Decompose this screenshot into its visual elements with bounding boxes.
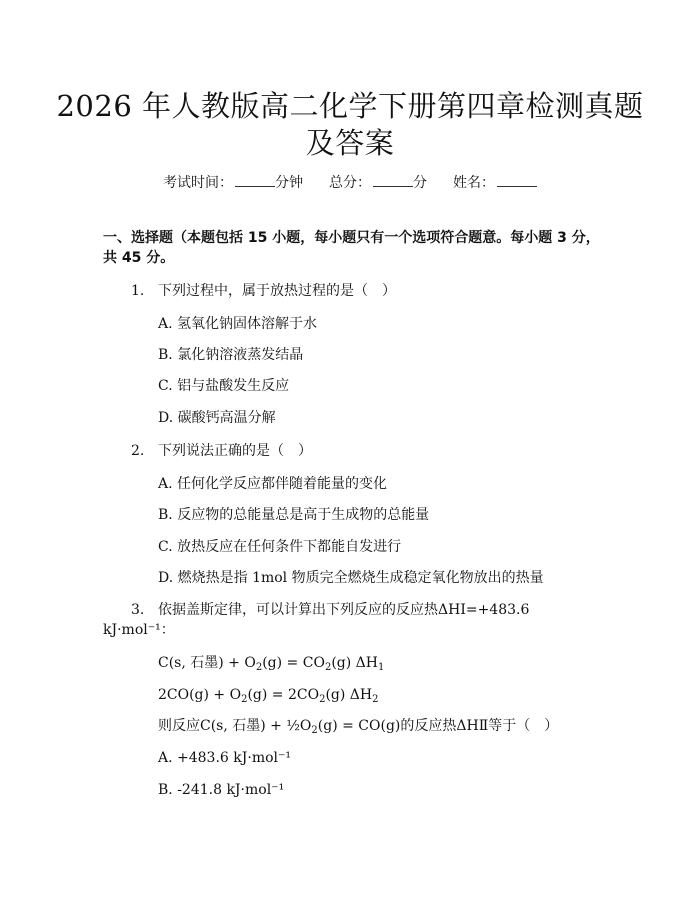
time-blank[interactable] bbox=[235, 174, 275, 187]
question-number: 3. bbox=[131, 602, 145, 618]
name-label: 姓名： bbox=[453, 175, 495, 191]
option-a: A. +483.6 kJ·mol⁻¹ bbox=[158, 750, 291, 766]
page-title-line2: 及答案 bbox=[305, 126, 395, 160]
score-label: 总分： bbox=[329, 175, 371, 191]
option-b: B. -241.8 kJ·mol⁻¹ bbox=[158, 782, 285, 798]
time-unit: 分钟 bbox=[275, 175, 303, 191]
time-label: 考试时间： bbox=[163, 175, 233, 191]
option-d: D. 碳酸钙高温分解 bbox=[158, 410, 276, 426]
equation-1: C(s, 石墨) + $O_2(g) = CO_2(g)$ $\Delta H_1$ bbox=[158, 655, 385, 673]
question-stem: 下列过程中，属于放热过程的是（ ） bbox=[158, 283, 396, 299]
question-stem-line2: kJ·mol⁻¹： bbox=[103, 622, 175, 638]
page-title-line1: 2026 年人教版高二化学下册第四章检测真题 bbox=[56, 89, 644, 123]
question-number: 1. bbox=[131, 283, 145, 299]
name-blank[interactable] bbox=[497, 174, 537, 187]
section-heading: 一、选择题（本题包括 15 小题，每小题只有一个选项符合题意。每小题 3 分，共 45 分。 bbox=[103, 230, 600, 266]
option-d: D. 燃烧热是指 1mol 物质完全燃烧生成稳定氧化物放出的热量 bbox=[158, 570, 544, 586]
question-number: 2. bbox=[131, 443, 145, 459]
score-unit: 分 bbox=[413, 175, 427, 191]
question-stem-line1: 依据盖斯定律，可以计算出下列反应的反应热ΔHⅠ=+483.6 bbox=[158, 602, 530, 618]
option-c: C. 放热反应在任何条件下都能自发进行 bbox=[158, 539, 402, 555]
question-stem: 下列说法正确的是（ ） bbox=[158, 443, 312, 459]
option-c: C. 铝与盐酸发生反应 bbox=[158, 378, 290, 394]
option-b: B. 氯化钠溶液蒸发结晶 bbox=[158, 347, 304, 363]
score-blank[interactable] bbox=[373, 174, 413, 187]
option-a: A. 任何化学反应都伴随着能量的变化 bbox=[158, 476, 388, 492]
equation-2: $2CO(g) + O_2(g) = 2CO_2(g)$ $\Delta H_2$ bbox=[158, 687, 379, 705]
exam-info bbox=[0, 172, 700, 192]
option-a: A. 氢氧化钠固体溶解于水 bbox=[158, 316, 318, 332]
option-b: B. 反应物的总能量总是高于生成物的总能量 bbox=[158, 507, 430, 523]
equation-3: 则反应C(s, 石墨) + $\frac{1}{2}O_2(g) = CO(g)$的反应热ΔHⅡ等于（ ） bbox=[158, 718, 559, 736]
